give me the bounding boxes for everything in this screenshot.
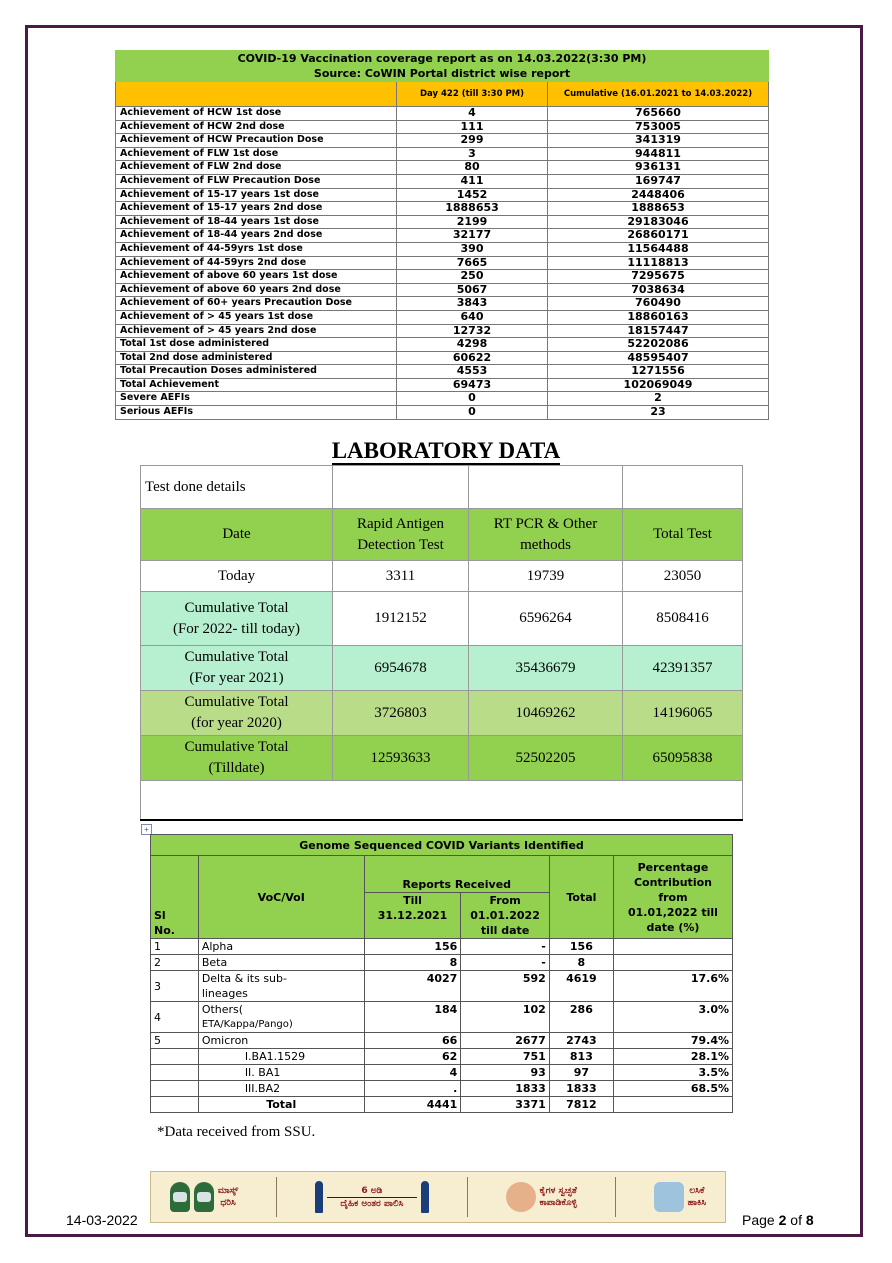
banner-divider <box>467 1177 468 1217</box>
cumulative-value: 48595407 <box>548 351 769 365</box>
cumulative-value: 753005 <box>548 120 769 134</box>
row-label: Total 2nd dose administered <box>116 351 397 365</box>
row-label: Achievement of HCW 2nd dose <box>116 120 397 134</box>
row-label: Achievement of above 60 years 1st dose <box>116 270 397 284</box>
day-value: 3 <box>397 147 548 161</box>
table-anchor-icon[interactable]: + <box>141 824 152 835</box>
row-label: Achievement of 18-44 years 1st dose <box>116 215 397 229</box>
table-row <box>116 338 769 352</box>
variant-name: Alpha <box>198 939 364 955</box>
table-row <box>151 955 733 971</box>
cumulative-value: 7038634 <box>548 283 769 297</box>
vaccination-title: COVID-19 Vaccination coverage report as on 14.03.2022(3:30 PM) Source: CoWIN Portal district wise report <box>116 51 769 82</box>
rapid-antigen-value: 12593633 <box>333 736 469 781</box>
total-value: 4619 <box>549 971 613 1002</box>
vaccination-table <box>115 50 769 420</box>
percentage-value <box>613 955 732 971</box>
cumulative-value: 2 <box>548 392 769 406</box>
rtpcr-value: 52502205 <box>469 736 623 781</box>
page-number: Page 2 of 8 <box>742 1212 814 1228</box>
lab-header-date: Date <box>141 509 333 561</box>
lab-date-cell: Cumulative Total (for year 2020) <box>141 691 333 736</box>
from-value: 93 <box>461 1065 550 1081</box>
table-row <box>116 229 769 243</box>
total-test-value: 8508416 <box>623 592 743 646</box>
variant-name: Delta & its sub- lineages <box>198 971 364 1002</box>
genome-header-sl: Sl No. <box>151 856 199 939</box>
cumulative-value: 26860171 <box>548 229 769 243</box>
row-label: Achievement of 15-17 years 2nd dose <box>116 202 397 216</box>
till-value: 4441 <box>364 1097 461 1113</box>
row-label: Severe AEFIs <box>116 392 397 406</box>
day-value: 299 <box>397 134 548 148</box>
sl-number <box>151 1049 199 1065</box>
table-row <box>151 1033 733 1049</box>
table-row <box>151 971 733 1002</box>
day-value: 0 <box>397 406 548 420</box>
table-row <box>141 736 743 781</box>
genome-title: Genome Sequenced COVID Variants Identified <box>151 835 733 856</box>
table-row <box>151 1049 733 1065</box>
percentage-value: 3.5% <box>613 1065 732 1081</box>
day-value: 60622 <box>397 351 548 365</box>
day-value: 4298 <box>397 338 548 352</box>
rapid-antigen-value: 3726803 <box>333 691 469 736</box>
banner-divider <box>276 1177 277 1217</box>
sl-number: 4 <box>151 1002 199 1033</box>
masked-face-icon <box>170 1182 190 1212</box>
cumulative-value: 760490 <box>548 297 769 311</box>
day-value: 4 <box>397 107 548 121</box>
row-label: Total Achievement <box>116 378 397 392</box>
genome-header-percentage: Percentage Contribution from 01.01,2022 till date (%) <box>613 856 732 939</box>
total-value: 156 <box>549 939 613 955</box>
till-value: 62 <box>364 1049 461 1065</box>
from-value: 102 <box>461 1002 550 1033</box>
genome-header-reports: Reports Received <box>364 856 549 893</box>
laboratory-table <box>140 465 743 821</box>
from-value: 751 <box>461 1049 550 1065</box>
table-row <box>116 120 769 134</box>
till-value: 4027 <box>364 971 461 1002</box>
cumulative-value: 11118813 <box>548 256 769 270</box>
vaccination-header-cumulative: Cumulative (16.01.2021 to 14.03.2022) <box>548 82 769 107</box>
sl-number <box>151 1065 199 1081</box>
cumulative-value: 18860163 <box>548 310 769 324</box>
percentage-value <box>613 939 732 955</box>
table-row <box>141 646 743 691</box>
cumulative-value: 765660 <box>548 107 769 121</box>
day-value: 2199 <box>397 215 548 229</box>
lab-header-total: Total Test <box>623 509 743 561</box>
from-value: - <box>461 939 550 955</box>
till-value: . <box>364 1081 461 1097</box>
laboratory-heading: LABORATORY DATA <box>331 438 561 463</box>
cumulative-value: 936131 <box>548 161 769 175</box>
vaccination-segment: ಲಸಿಕೆ ಹಾಕಿಸಿ <box>654 1182 706 1212</box>
total-value: 97 <box>549 1065 613 1081</box>
table-row <box>116 256 769 270</box>
cumulative-value: 1271556 <box>548 365 769 379</box>
row-label: Achievement of > 45 years 2nd dose <box>116 324 397 338</box>
total-test-value: 65095838 <box>623 736 743 781</box>
table-row <box>116 283 769 297</box>
till-value: 8 <box>364 955 461 971</box>
day-value: 32177 <box>397 229 548 243</box>
lab-header-rtpcr: RT PCR & Other methods <box>469 509 623 561</box>
sl-number: 2 <box>151 955 199 971</box>
total-test-value: 23050 <box>623 561 743 592</box>
table-row <box>141 781 743 821</box>
day-value: 411 <box>397 174 548 188</box>
table-row <box>151 939 733 955</box>
table-row <box>116 351 769 365</box>
table-row <box>116 215 769 229</box>
table-row <box>151 1081 733 1097</box>
day-value: 12732 <box>397 324 548 338</box>
row-label: Achievement of 44-59yrs 2nd dose <box>116 256 397 270</box>
row-label: Achievement of 15-17 years 1st dose <box>116 188 397 202</box>
rtpcr-value: 35436679 <box>469 646 623 691</box>
rapid-antigen-value: 1912152 <box>333 592 469 646</box>
rtpcr-value: 19739 <box>469 561 623 592</box>
from-value: 592 <box>461 971 550 1002</box>
cumulative-value: 29183046 <box>548 215 769 229</box>
total-test-value: 42391357 <box>623 646 743 691</box>
row-label: Achievement of HCW 1st dose <box>116 107 397 121</box>
hand-hygiene-segment: ಕೈಗಳ ಸ್ವಚ್ಛತೆ ಕಾಪಾಡಿಕೊಳ್ಳಿ <box>506 1182 577 1212</box>
lab-date-cell: Today <box>141 561 333 592</box>
table-row <box>116 242 769 256</box>
genome-header-from: From 01.01.2022 till date <box>461 893 550 939</box>
cumulative-value: 944811 <box>548 147 769 161</box>
genome-header-total: Total <box>549 856 613 939</box>
percentage-value: 79.4% <box>613 1033 732 1049</box>
cumulative-value: 52202086 <box>548 338 769 352</box>
cumulative-value: 341319 <box>548 134 769 148</box>
cumulative-value: 18157447 <box>548 324 769 338</box>
day-value: 0 <box>397 392 548 406</box>
sl-number: 3 <box>151 971 199 1002</box>
total-value: 1833 <box>549 1081 613 1097</box>
row-label: Achievement of FLW Precaution Dose <box>116 174 397 188</box>
lab-header-rapid-antigen: Rapid Antigen Detection Test <box>333 509 469 561</box>
rtpcr-value: 6596264 <box>469 592 623 646</box>
total-value: 813 <box>549 1049 613 1065</box>
cumulative-value: 7295675 <box>548 270 769 284</box>
footnote: *Data received from SSU. <box>157 1124 316 1140</box>
row-label: Achievement of HCW Precaution Dose <box>116 134 397 148</box>
genome-header-till: Till 31.12.2021 <box>364 893 461 939</box>
table-row <box>116 174 769 188</box>
total-value: 2743 <box>549 1033 613 1049</box>
table-row <box>116 161 769 175</box>
percentage-value <box>613 1097 732 1113</box>
table-row <box>116 107 769 121</box>
percentage-value: 28.1% <box>613 1049 732 1065</box>
table-row <box>116 270 769 284</box>
from-value: 1833 <box>461 1081 550 1097</box>
distance-arrow-icon <box>327 1197 417 1198</box>
till-value: 156 <box>364 939 461 955</box>
cumulative-value: 102069049 <box>548 378 769 392</box>
day-value: 80 <box>397 161 548 175</box>
day-value: 3843 <box>397 297 548 311</box>
total-value: 7812 <box>549 1097 613 1113</box>
percentage-value: 3.0% <box>613 1002 732 1033</box>
table-row <box>141 561 743 592</box>
from-value: - <box>461 955 550 971</box>
row-label: Total 1st dose administered <box>116 338 397 352</box>
day-value: 1452 <box>397 188 548 202</box>
total-label: Total <box>198 1097 364 1113</box>
cumulative-value: 169747 <box>548 174 769 188</box>
from-value: 2677 <box>461 1033 550 1049</box>
row-label: Total Precaution Doses administered <box>116 365 397 379</box>
person-icon <box>421 1181 429 1213</box>
table-row <box>141 592 743 646</box>
variant-name: Beta <box>198 955 364 971</box>
rtpcr-value: 10469262 <box>469 691 623 736</box>
day-value: 250 <box>397 270 548 284</box>
table-row <box>116 202 769 216</box>
lab-date-cell: Cumulative Total (Tilldate) <box>141 736 333 781</box>
row-label: Achievement of FLW 2nd dose <box>116 161 397 175</box>
day-value: 4553 <box>397 365 548 379</box>
table-row-total <box>151 1097 733 1113</box>
day-value: 111 <box>397 120 548 134</box>
row-label: Achievement of 44-59yrs 1st dose <box>116 242 397 256</box>
rapid-antigen-value: 6954678 <box>333 646 469 691</box>
table-row <box>116 365 769 379</box>
percentage-value: 17.6% <box>613 971 732 1002</box>
sl-number: 1 <box>151 939 199 955</box>
genome-table <box>150 834 733 1113</box>
footer-date: 14-03-2022 <box>66 1212 138 1228</box>
row-label: Achievement of 60+ years Precaution Dose <box>116 297 397 311</box>
row-label: Achievement of > 45 years 1st dose <box>116 310 397 324</box>
cumulative-value: 23 <box>548 406 769 420</box>
table-row <box>116 392 769 406</box>
sl-number <box>151 1081 199 1097</box>
table-row <box>116 188 769 202</box>
covid-appropriate-behaviour-banner <box>150 1171 726 1223</box>
row-label: Achievement of 18-44 years 2nd dose <box>116 229 397 243</box>
variant-name: Others( ETA/Kappa/Pango) <box>198 1002 364 1033</box>
day-value: 1888653 <box>397 202 548 216</box>
total-value: 8 <box>549 955 613 971</box>
sl-number: 5 <box>151 1033 199 1049</box>
till-value: 184 <box>364 1002 461 1033</box>
variant-name: III.BA2 <box>198 1081 364 1097</box>
table-row <box>116 310 769 324</box>
day-value: 390 <box>397 242 548 256</box>
rapid-antigen-value: 3311 <box>333 561 469 592</box>
total-value: 286 <box>549 1002 613 1033</box>
cumulative-value: 1888653 <box>548 202 769 216</box>
sl-number <box>151 1097 199 1113</box>
distance-segment: 6 ಅಡಿ ದೈಹಿಕ ಅಂತರ ಪಾಲಿಸಿ <box>315 1181 429 1213</box>
lab-date-cell: Cumulative Total (For 2022- till today) <box>141 592 333 646</box>
mask-segment: ಮಾಸ್ಕ್ ಧರಿಸಿ <box>170 1182 238 1212</box>
table-row <box>116 147 769 161</box>
day-value: 7665 <box>397 256 548 270</box>
till-value: 66 <box>364 1033 461 1049</box>
table-row <box>116 378 769 392</box>
empty-cell <box>141 781 743 821</box>
table-row <box>151 1002 733 1033</box>
banner-divider <box>615 1177 616 1217</box>
day-value: 5067 <box>397 283 548 297</box>
cumulative-value: 2448406 <box>548 188 769 202</box>
table-row <box>151 1065 733 1081</box>
variant-name: II. BA1 <box>198 1065 364 1081</box>
row-label: Achievement of FLW 1st dose <box>116 147 397 161</box>
till-value: 4 <box>364 1065 461 1081</box>
from-value: 3371 <box>461 1097 550 1113</box>
cumulative-value: 11564488 <box>548 242 769 256</box>
row-label: Serious AEFIs <box>116 406 397 420</box>
day-value: 69473 <box>397 378 548 392</box>
table-row <box>116 406 769 420</box>
genome-header-voc: VoC/VoI <box>198 856 364 939</box>
row-label: Achievement of above 60 years 2nd dose <box>116 283 397 297</box>
day-value: 640 <box>397 310 548 324</box>
percentage-value: 68.5% <box>613 1081 732 1097</box>
total-test-value: 14196065 <box>623 691 743 736</box>
person-icon <box>315 1181 323 1213</box>
variant-name: Omicron <box>198 1033 364 1049</box>
test-done-label: Test done details <box>141 466 333 509</box>
table-row <box>116 297 769 311</box>
table-row <box>116 134 769 148</box>
table-row <box>116 324 769 338</box>
lab-date-cell: Cumulative Total (For year 2021) <box>141 646 333 691</box>
vaccination-header-day: Day 422 (till 3:30 PM) <box>397 82 548 107</box>
washing-hands-icon <box>506 1182 536 1212</box>
vaccination-header-blank <box>116 82 397 107</box>
vaccination-icon <box>654 1182 684 1212</box>
variant-name: I.BA1.1529 <box>198 1049 364 1065</box>
masked-face-icon <box>194 1182 214 1212</box>
table-row <box>141 691 743 736</box>
